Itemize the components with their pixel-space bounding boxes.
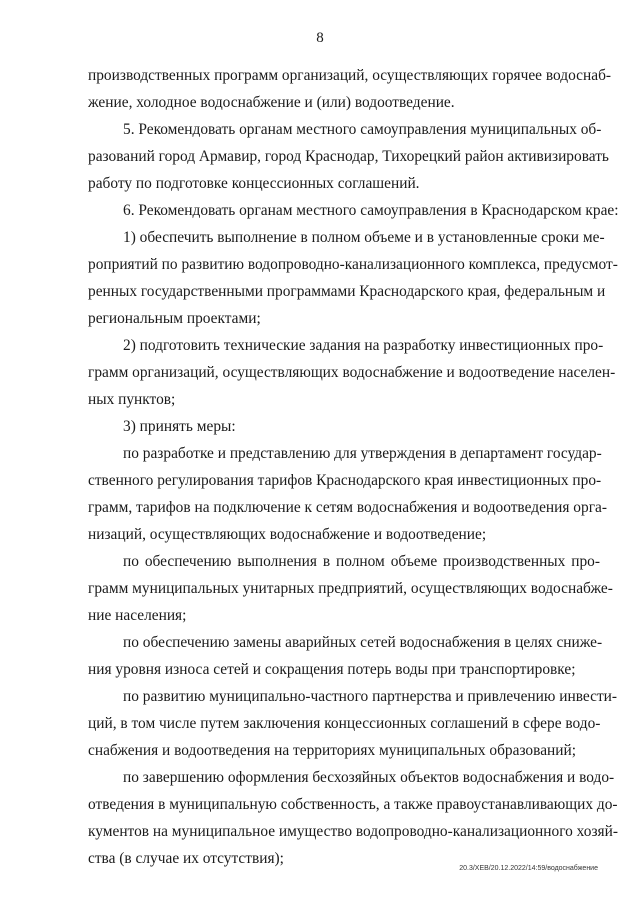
text-line: производственных программ организаций, осуществляющих горячее водоснаб- xyxy=(88,67,612,84)
text-line: 6. Рекомендовать органам местного самоуправления в Краснодарском крае: xyxy=(123,202,619,219)
text-line: грамм, тарифов на подключение к сетям водоснабжения и водоотведения орга- xyxy=(88,499,607,516)
text-line: ных пунктов; xyxy=(88,391,176,408)
text-line: по развитию муниципально-частного партнерства и привлечению инвести- xyxy=(123,688,618,705)
text-line: 5. Рекомендовать органам местного самоуправления муниципальных об- xyxy=(123,121,602,138)
text-line: по обеспечению замены аварийных сетей водоснабжения в целях сниже- xyxy=(123,634,603,651)
text-line: 2) подготовить технические задания на разработку инвестиционных про- xyxy=(123,337,604,354)
text-line: ства (в случае их отсутствия); xyxy=(88,850,284,867)
text-line: жение, холодное водоснабжение и (или) водоотведение. xyxy=(88,94,455,111)
text-line: низаций, осуществляющих водоснабжение и водоотведение; xyxy=(88,526,487,543)
text-line: 1) обеспечить выполнение в полном объеме и в установленные сроки ме- xyxy=(123,229,605,246)
text-line: ций, в том числе путем заключения концессионных соглашений в сфере водо- xyxy=(88,715,601,732)
text-line: снабжения и водоотведения на территориях муниципальных образований; xyxy=(88,742,577,759)
page-number: 8 xyxy=(316,30,324,46)
document-body xyxy=(88,62,619,872)
text-line: роприятий по развитию водопроводно-канализационного комплекса, предусмот- xyxy=(88,256,618,273)
text-line: по завершению оформления бесхозяйных объектов водоснабжения и водо- xyxy=(123,769,615,786)
text-line: ренных государственными программами Краснодарского края, федеральным и xyxy=(88,283,606,300)
text-line: по обеспечению выполнения в полном объеме производственных про- xyxy=(123,553,600,570)
text-line: 3) принять меры: xyxy=(123,418,236,435)
footer-stamp: 20.3/ХЕВ/20.12.2022/14:59/водоснабжение xyxy=(459,865,598,872)
text-line: ственного регулирования тарифов Краснодарского края инвестиционных про- xyxy=(88,472,602,489)
text-line: по разработке и представлению для утверждения в департамент государ- xyxy=(123,445,602,462)
text-line: разований город Армавир, город Краснодар, Тихорецкий район активизировать xyxy=(88,148,609,165)
text-line: ние населения; xyxy=(88,607,187,624)
text-line: кументов на муниципальное имущество водопроводно-канализационного хозяй- xyxy=(88,823,618,840)
text-line: работу по подготовке концессионных соглашений. xyxy=(88,175,420,192)
text-line: ния уровня износа сетей и сокращения потерь воды при транспортировке; xyxy=(88,661,576,678)
text-line: грамм организаций, осуществляющих водоснабжение и водоотведение населен- xyxy=(88,364,616,381)
text-line: отведения в муниципальную собственность, а также правоустанавливающих до- xyxy=(88,796,618,813)
text-line: региональным проектами; xyxy=(88,310,261,327)
text-line: грамм муниципальных унитарных предприятий, осуществляющих водоснабже- xyxy=(88,580,613,597)
